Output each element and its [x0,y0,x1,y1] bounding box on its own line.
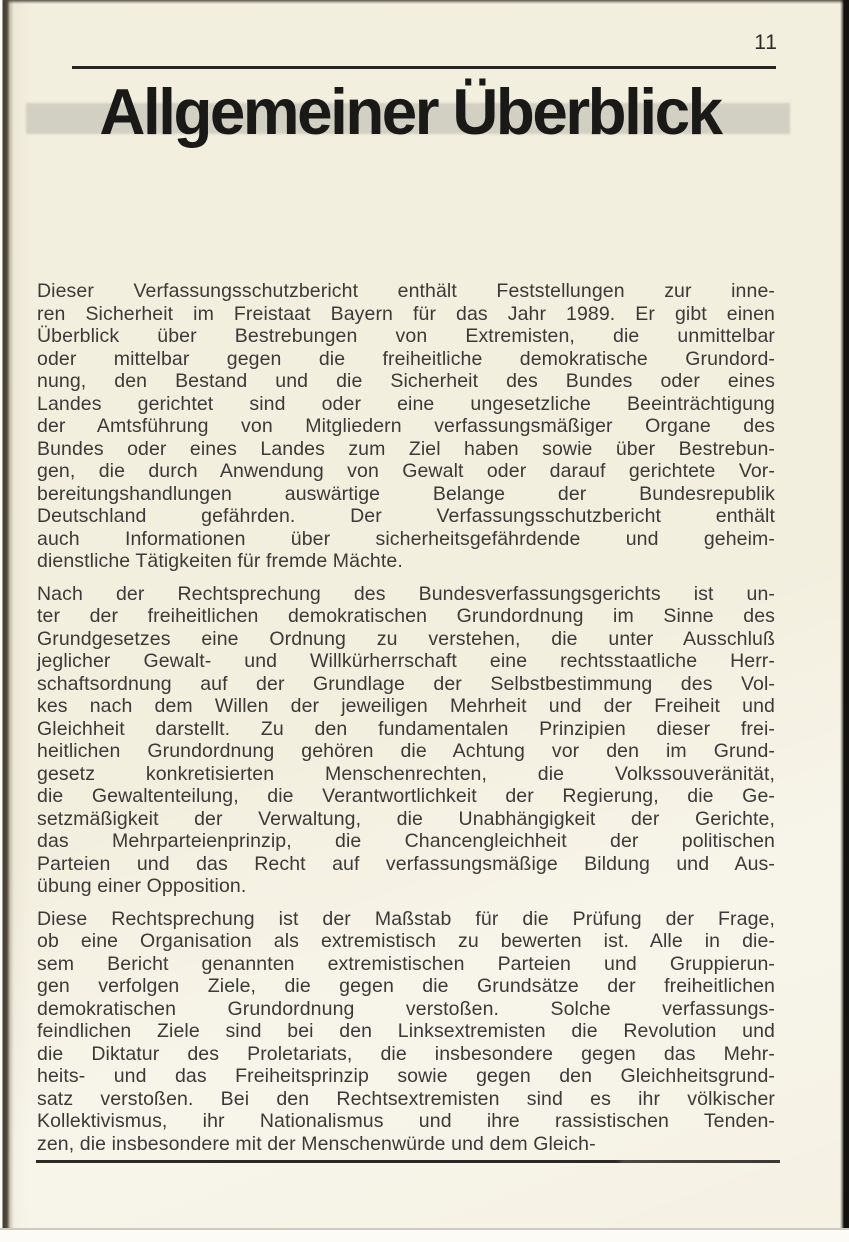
text-line: Parteien und das Recht auf verfassungsmäßige Bildung und Aus- [37,852,775,875]
text-line: Diese Rechtsprechung ist der Maßstab für die Prüfung der Frage, [37,907,775,930]
text-line: nung, den Bestand und die Sicherheit des Bundes oder eines [37,370,775,392]
paragraph [37,908,775,1156]
page-title: Allgemeiner Überblick [99,75,721,148]
text-line: zen, die insbesondere mit der Menschenwürde und dem Gleich- [37,1132,596,1155]
scan-edge-right [840,0,849,1242]
text-line: Bundes oder eines Landes zum Ziel haben sowie über Bestrebun- [37,437,775,460]
paragraph [37,583,775,898]
scan-edge-left [0,0,14,1242]
text-line: die Gewaltenteilung, die Verantwortlichkeit der Regierung, die Ge- [37,785,775,807]
text-line: der Amtsführung von Mitgliedern verfassungsmäßiger Organe des [37,415,775,437]
header-rule [72,66,776,69]
paragraph [37,280,775,573]
text-line: die Diktatur des Proletariats, die insbesondere gegen das Mehr- [37,1042,775,1065]
text-line: gen, die durch Anwendung von Gewalt oder darauf gerichtete Vor- [37,460,775,482]
footer-rule [36,1160,780,1163]
body-text [37,280,775,1165]
text-line: oder mittelbar gegen die freiheitliche demokratische Grundord- [37,347,775,370]
text-line: auch Informationen über sicherheitsgefährdende und geheim- [37,527,775,550]
text-line: ren Sicherheit im Freistaat Bayern für das Jahr 1989. Er gibt einen [37,302,775,325]
text-line: dienstliche Tätigkeiten für fremde Mächte. [37,550,403,572]
text-line: sem Bericht genannten extremistischen Parteien und Gruppierun- [37,952,775,975]
text-line: feindlichen Ziele sind bei den Linksextremisten die Revolution und [37,1020,775,1042]
text-line: gen verfolgen Ziele, die gegen die Grundsätze der freiheitlichen [37,975,775,997]
text-line: heits- und das Freiheitsprinzip sowie gegen den Gleichheitsgrund- [37,1065,775,1087]
text-line: kes nach dem Willen der jeweiligen Mehrheit und der Freiheit und [37,695,775,717]
text-line: jeglicher Gewalt- und Willkürherrschaft eine rechtsstaatliche Herr- [37,650,775,672]
text-line: Kollektivismus, ihr Nationalismus und ihre rassistischen Tenden- [37,1110,775,1132]
text-line: Gleichheit darstellt. Zu den fundamentalen Prinzipien dieser frei- [37,717,775,740]
scan-edge-bottom [0,1228,849,1242]
text-line: das Mehrparteienprinzip, die Chancengleichheit der politischen [37,830,775,852]
text-line: übung einer Opposition. [37,875,247,897]
text-line: Dieser Verfassungsschutzbericht enthält Feststellungen zur inne- [37,280,775,302]
text-line: Landes gerichtet sind oder eine ungesetzliche Beeinträchtigung [37,392,775,415]
title-block [0,0,849,180]
text-line: setzmäßigkeit der Verwaltung, die Unabhängigkeit der Gerichte, [37,807,775,830]
text-line: satz verstoßen. Bei den Rechtsextremisten sind es ihr völkischer [37,1087,775,1110]
page-number: 11 [754,31,778,54]
scan-edge-top [0,0,849,4]
text-line: bereitungshandlungen auswärtige Belange der Bundesrepublik [37,482,775,505]
text-line: ter der freiheitlichen demokratischen Grundordnung im Sinne des [37,605,775,627]
text-line: demokratischen Grundordnung verstoßen. Solche verfassungs- [37,997,775,1020]
text-line: schaftsordnung auf der Grundlage der Selbstbestimmung des Vol- [37,672,775,695]
text-line: Grundgesetzes eine Ordnung zu verstehen, die unter Ausschluß [37,627,775,650]
text-line: ob eine Organisation als extremistisch zu bewerten ist. Alle in die- [37,930,775,952]
text-line: Überblick über Bestrebungen von Extremisten, die unmittelbar [37,325,775,347]
text-line: gesetz konkretisierten Menschenrechten, die Volkssouveränität, [37,762,775,785]
text-line: heitlichen Grundordnung gehören die Achtung vor den im Grund- [37,740,775,762]
text-line: Deutschland gefährden. Der Verfassungsschutzbericht enthält [37,505,775,527]
text-line: Nach der Rechtsprechung des Bundesverfassungsgerichts ist un- [37,582,775,605]
